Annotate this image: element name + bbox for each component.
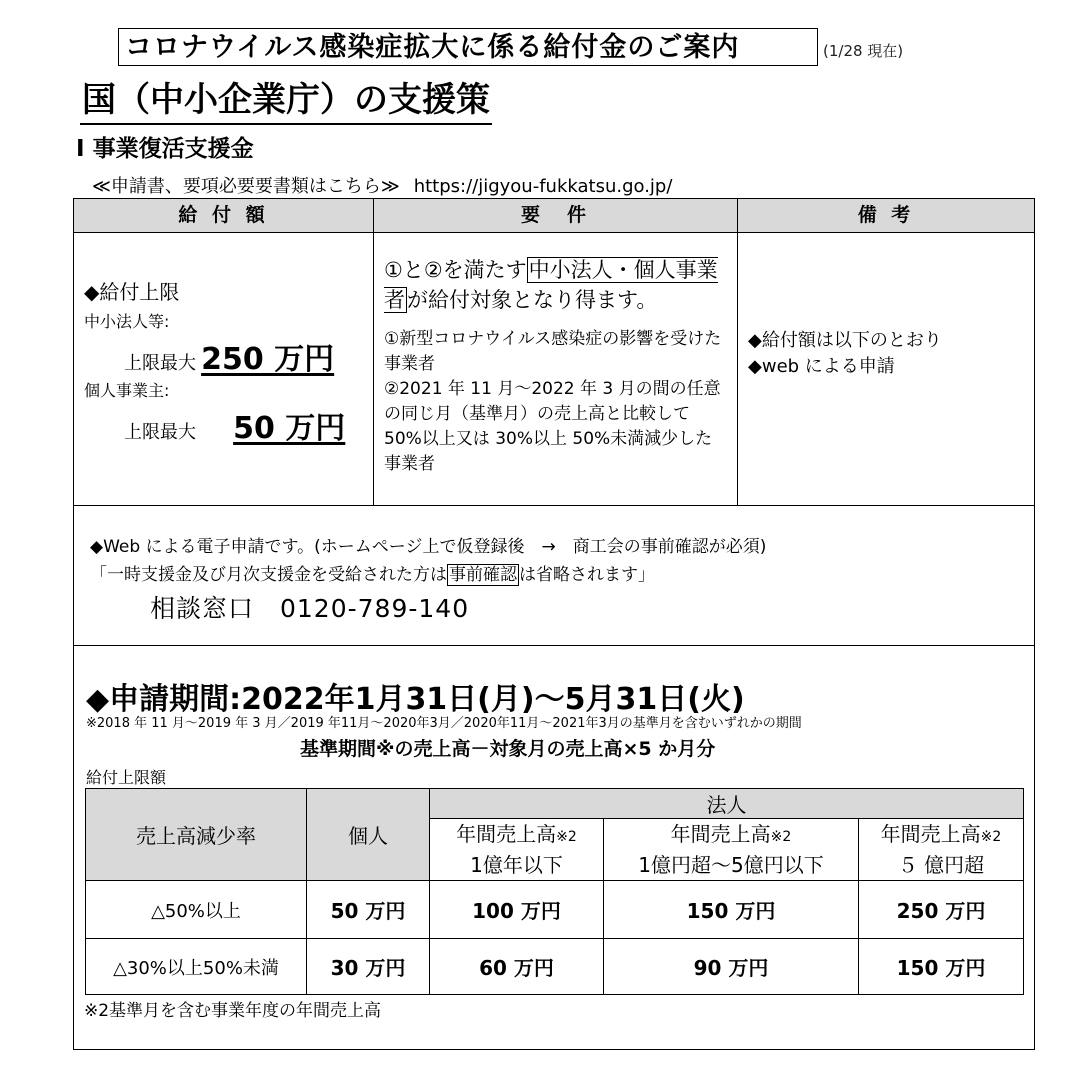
indiv-label: 個人事業主:: [84, 381, 170, 400]
tier-label: 年間売上高: [880, 822, 981, 846]
benefit-cell: [84, 276, 364, 447]
header-remarks: 備 考: [857, 204, 915, 226]
tier-note-mark: ※2: [980, 829, 1002, 845]
pre-check-note: [90, 561, 766, 589]
indiv-max-amount: 50 万円: [233, 411, 346, 446]
corp-amount-cell: 90 万円: [604, 939, 859, 995]
application-link-line: [92, 172, 672, 198]
web-application-text: ◆Web による電子申請です。(ホームページ上で仮登録後 → 商工会の事前確認が必須): [90, 537, 767, 557]
link-label: ≪申請書、要項必要要書類はこちら≫: [92, 176, 400, 197]
indiv-amount-cell: 30 万円: [307, 939, 430, 995]
calculation-formula: 基準期間※の売上高－対象月の売上高×5 か月分: [300, 738, 716, 760]
corp-amount-cell: 150 万円: [604, 881, 859, 939]
web-application-section: [90, 533, 766, 629]
benefit-amount-table: [85, 788, 1024, 995]
consultation-phone: 相談窓口 0120-789-140: [150, 594, 470, 623]
requirements-cell: [384, 255, 729, 477]
corp-amount-cell: 60 万円: [430, 939, 604, 995]
tier-label: 年間売上高: [456, 822, 557, 846]
tier-note-mark: ※2: [770, 829, 792, 845]
divider: [373, 198, 374, 505]
tier-range: 1億年以下: [470, 853, 563, 877]
base-period-note: ※2018 年 11 月～2019 年 3 月／2019 年11月～2020年3月／2020年11月～2021年3月の基準月を含むいずれかの期間: [86, 716, 802, 731]
tier-note-mark: ※2: [556, 829, 577, 845]
rate-cell: △30%以上50%未満: [86, 939, 307, 995]
corp-amount-cell: 250 万円: [859, 881, 1024, 939]
note-text: 「一時支援金及び月次支援金を受給された方は: [90, 565, 447, 585]
corp-max-amount: 250 万円: [201, 342, 335, 377]
col-header-rate: 売上高減少率: [86, 789, 307, 881]
amount-table-caption: 給付上限額: [86, 768, 167, 787]
tier-range: ５ 億円超: [897, 853, 985, 877]
corp-amount-cell: 100 万円: [430, 881, 604, 939]
note-text: は省略されます」: [519, 565, 655, 585]
banner-title: コロナウイルス感染症拡大に係る給付金のご案内: [118, 28, 818, 66]
website-link[interactable]: https://jigyou-fukkatsu.go.jp/: [413, 176, 673, 197]
lead-text: が給付対象となり得ます。: [407, 288, 658, 312]
table-row: [86, 881, 1024, 939]
as-of-date: (1/28 現在): [823, 42, 904, 60]
tier-label: 年間売上高: [670, 822, 771, 846]
header-benefit: 給 付 額: [178, 204, 269, 226]
requirement-2: ②2021 年 11 月～2022 年 3 月の間の任意の同じ月（基準月）の売上高と比較して 50%以上又は 30%以上 50%未満減少した事業者: [384, 379, 721, 474]
requirement-1: ①新型コロナウイルス感染症の影響を受けた事業者: [384, 329, 722, 374]
table-footnote: ※2基準月を含む事業年度の年間売上高: [84, 1001, 382, 1021]
eligibility-lead: [384, 255, 729, 315]
remark-item: ◆給付額は以下のとおり: [748, 330, 942, 351]
corp-tier-header: [859, 819, 1024, 881]
corp-prefix: 上限最大: [124, 353, 196, 374]
corp-amount-cell: 150 万円: [859, 939, 1024, 995]
header-requirements: 要 件: [520, 204, 590, 226]
remarks-cell: [748, 328, 942, 380]
remark-item: ◆web による申請: [748, 356, 895, 377]
page-title: 国（中小企業庁）の支援策: [80, 72, 492, 125]
divider: [73, 232, 1035, 233]
indiv-amount-cell: 50 万円: [307, 881, 430, 939]
application-period: ◆申請期間:2022年1月31日(月)～5月31日(火): [86, 682, 745, 717]
tier-range: 1億円超～5億円以下: [638, 853, 824, 877]
col-header-corporation: 法人: [430, 789, 1024, 819]
divider: [73, 505, 1035, 506]
corp-label: 中小法人等:: [84, 312, 170, 331]
benefit-heading: ◆給付上限: [84, 280, 180, 304]
indiv-prefix: 上限最大: [124, 422, 196, 443]
table-row: [86, 939, 1024, 995]
rate-cell: △50%以上: [86, 881, 307, 939]
section-heading: Ⅰ 事業復活支援金: [76, 136, 254, 162]
eligible-entities: 中小法人・個人事業者: [384, 258, 718, 312]
pre-check-term: 事前確認: [449, 565, 517, 585]
lead-text: ①と②を満たす: [384, 258, 527, 282]
divider: [73, 645, 1035, 646]
corp-tier-header: [604, 819, 859, 881]
corp-tier-header: [430, 819, 604, 881]
col-header-individual: 個人: [307, 789, 430, 881]
divider: [737, 198, 738, 505]
